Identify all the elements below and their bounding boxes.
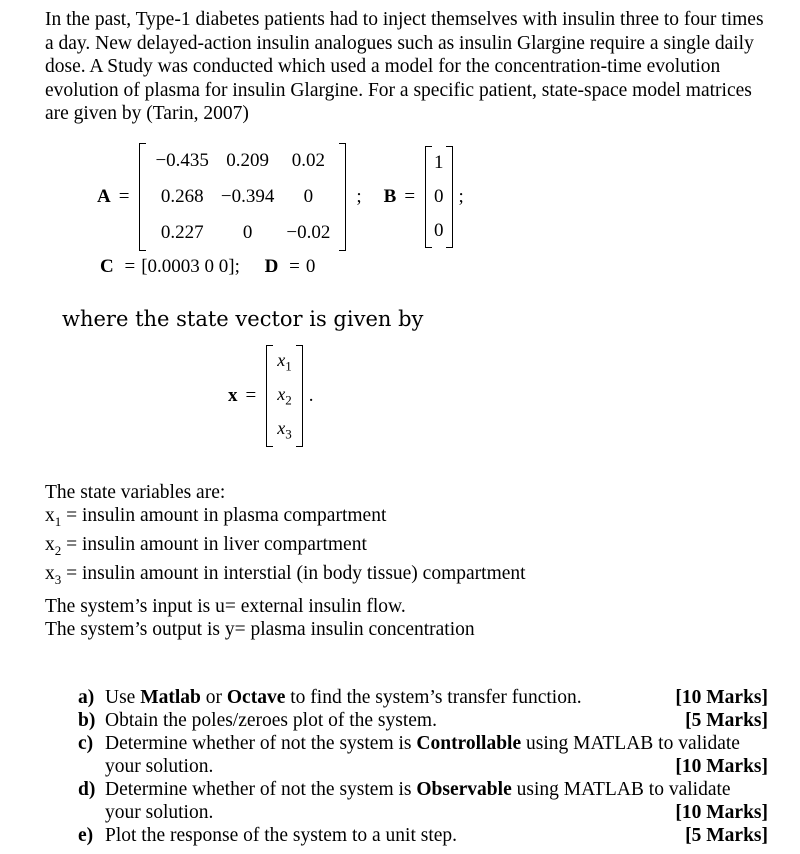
- matrix-c-value: [0.0003 0 0];: [141, 256, 240, 277]
- equals-sign: =: [404, 186, 416, 207]
- question-marks: [10 Marks]: [675, 687, 768, 708]
- question-marks: [5 Marks]: [685, 825, 768, 846]
- matrix-a-cell: 0.227: [160, 222, 204, 243]
- matrix-a-cell: 0.209: [226, 150, 270, 171]
- state-vector-entry: $x_1$: [277, 349, 292, 374]
- matrix-b: [425, 146, 453, 248]
- matrix-a: [139, 143, 346, 251]
- equals-sign: =: [289, 256, 300, 277]
- question-letter: c): [78, 733, 94, 754]
- question-e: e) [5 Marks] Plot the response of the system to a unit step.: [78, 825, 768, 846]
- state-variable-item: $x_3$ = insulin amount in interstial (in body tissue) compartment: [45, 562, 526, 587]
- question-c: c) Determine whether of not the system is Controllable using MATLAB to validate your solution. [10 Marks]: [78, 733, 768, 777]
- separator: ;: [356, 186, 362, 207]
- state-vector: [266, 345, 303, 447]
- matrix-a-cell: −0.02: [286, 222, 331, 243]
- equals-sign: =: [245, 385, 257, 406]
- equals-sign: =: [124, 256, 136, 277]
- matrix-equation-ab: [97, 143, 464, 251]
- question-marks: [5 Marks]: [685, 710, 768, 731]
- question-marks: [10 Marks]: [675, 802, 768, 823]
- matrix-a-label: A: [97, 186, 111, 207]
- state-variables-heading: The state variables are:: [45, 482, 226, 503]
- equals-sign: =: [118, 186, 130, 207]
- state-vector-entry: $x_2$: [277, 383, 292, 408]
- matrix-d-label: D: [264, 256, 279, 277]
- matrix-b-label: B: [383, 186, 397, 207]
- state-vector-entry: $x_3$: [277, 417, 292, 442]
- matrix-a-cell: 0.268: [160, 186, 204, 207]
- io-description: [45, 595, 475, 641]
- matrix-c-label: C: [100, 256, 114, 277]
- separator: ;: [458, 186, 464, 207]
- where-text: where the state vector is given by: [62, 307, 424, 331]
- question-letter: e): [78, 825, 94, 846]
- question-d: d) Determine whether of not the system is Observable using MATLAB to validate your solution. [10 Marks]: [78, 779, 768, 823]
- period: .: [308, 385, 314, 406]
- matrix-a-cell: −0.394: [220, 186, 275, 207]
- matrix-b-cell: 0: [434, 220, 444, 241]
- matrix-a-cell: 0.02: [291, 150, 325, 171]
- matrix-a-cell: 0: [303, 186, 314, 207]
- state-variable-item: $x_1$ = insulin amount in plasma compartment: [45, 505, 387, 529]
- question-letter: a): [78, 687, 95, 708]
- matrix-a-cell: −0.435: [155, 150, 209, 171]
- matrix-b-cell: 0: [434, 186, 444, 207]
- matrix-b-cell: 1: [434, 152, 444, 173]
- question-letter: d): [78, 779, 96, 800]
- question-list: [78, 686, 768, 847]
- system-input: The system’s input is u= external insulin flow.: [45, 596, 406, 617]
- question-a: a) [10 Marks] Use Matlab or Octave to find the system’s transfer function.: [78, 687, 768, 708]
- intro-paragraph: In the past, Type-1 diabetes patients had to inject themselves with insulin three to four times a day. New delayed-action insulin analogues such as insulin Glargine require a single daily dose. A Study was conducted which used a model for the concentration-time evolution evolution of plasma for insulin Glargine. For a specific patient, state-space model matrices are given by (Tarin, 2007): [45, 9, 764, 124]
- matrix-cd-line: [100, 256, 315, 278]
- system-output: The system’s output is y= plasma insulin concentration: [45, 619, 475, 640]
- state-variables: [45, 481, 526, 591]
- state-vector-equation: [228, 345, 313, 447]
- question-letter: b): [78, 710, 96, 731]
- matrix-a-cell: 0: [242, 222, 253, 243]
- matrix-d-value: 0: [305, 256, 316, 277]
- question-b: b) [5 Marks] Obtain the poles/zeroes plot of the system.: [78, 710, 768, 731]
- state-variable-item: $x_2$ = insulin amount in liver compartment: [45, 533, 367, 558]
- state-vector-label: x: [228, 385, 238, 406]
- question-marks: [10 Marks]: [675, 756, 768, 777]
